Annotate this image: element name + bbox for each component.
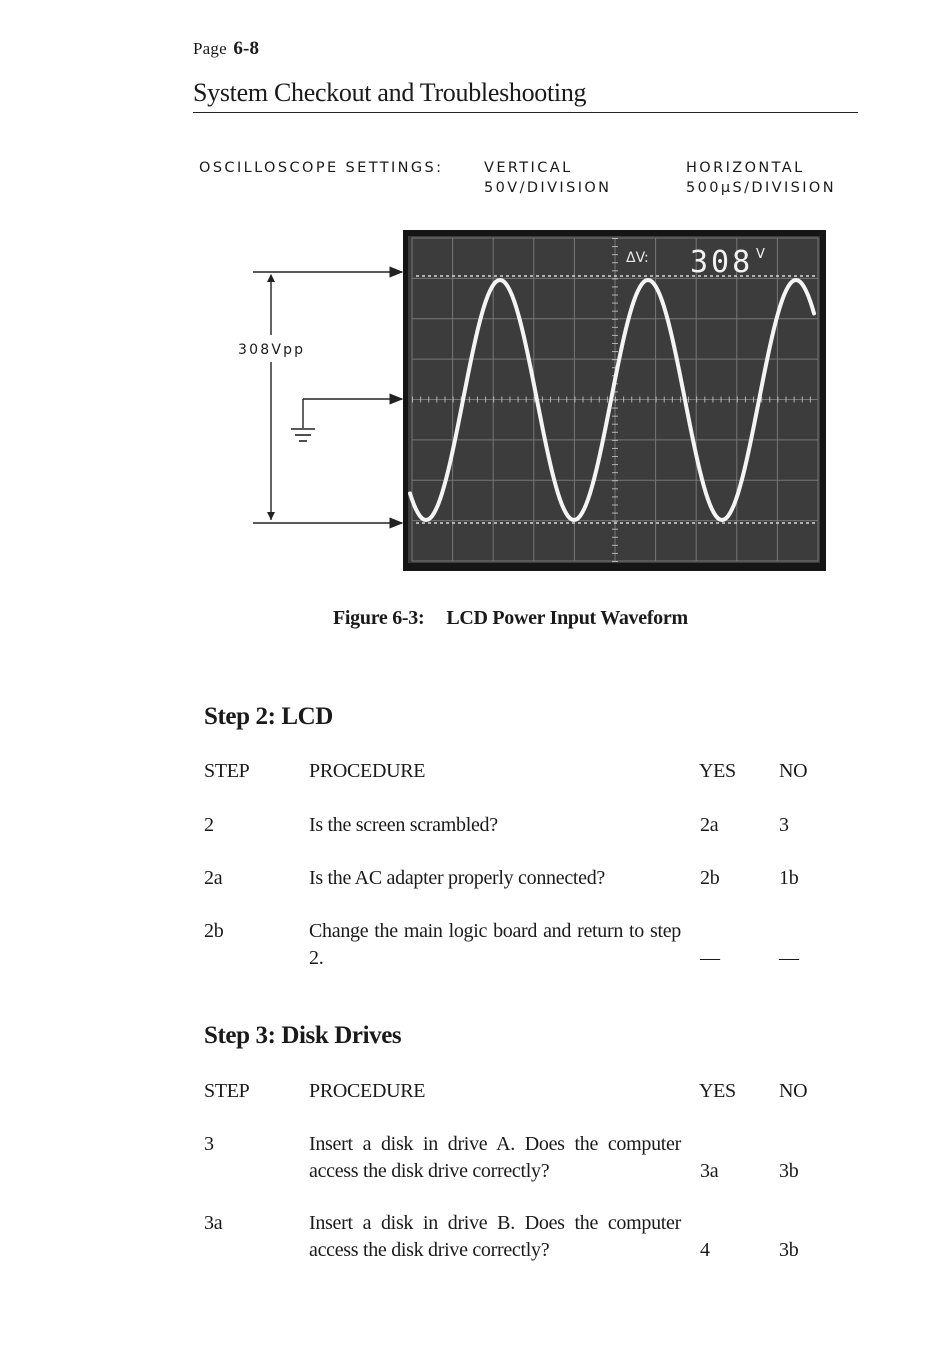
no-cell: 3b (779, 1239, 799, 1261)
column-header-procedure: PROCEDURE (309, 760, 426, 782)
yes-cell: 4 (700, 1239, 710, 1261)
column-header-yes: YES (699, 760, 736, 782)
oscilloscope-screen (403, 230, 826, 571)
figure-number: Figure 6-3: (333, 607, 425, 629)
step-cell: 2 (204, 814, 214, 836)
no-cell: — (779, 947, 799, 969)
column-header-step: STEP (204, 760, 250, 782)
vertical-label: VERTICAL (484, 160, 573, 176)
vertical-value: 50V/DIVISION (484, 180, 612, 196)
section-title: System Checkout and Troubleshooting (193, 78, 587, 107)
figure-caption (333, 607, 688, 630)
yes-cell: 3a (700, 1160, 719, 1182)
ground-icon (291, 399, 402, 441)
amplitude-annotation (238, 272, 402, 523)
procedure-cell: Change the main logic board and return to step 2. (309, 920, 681, 969)
page-label: Page (193, 39, 227, 58)
oscilloscope-settings-label: OSCILLOSCOPE SETTINGS: (199, 160, 444, 176)
procedure-cell: Insert a disk in drive A. Does the computer access the disk drive correctly? (309, 1133, 681, 1182)
page-number-value: 6-8 (233, 38, 260, 59)
procedure-cell: Is the screen scrambled? (309, 814, 498, 836)
step-cell: 3a (204, 1212, 223, 1234)
column-header-yes: YES (699, 1080, 736, 1102)
yes-cell: — (700, 947, 720, 969)
step-cell: 2b (204, 920, 224, 942)
column-header-no: NO (779, 1080, 808, 1102)
step2-heading: Step 2: LCD (204, 703, 333, 730)
voltage-unit: V (756, 247, 765, 262)
horizontal-label: HORIZONTAL (686, 160, 805, 176)
no-cell: 3 (779, 814, 789, 836)
voltage-reading: 308 (690, 245, 754, 280)
column-header-no: NO (779, 760, 808, 782)
column-header-step: STEP (204, 1080, 250, 1102)
procedure-cell: Insert a disk in drive B. Does the computer access the disk drive correctly? (309, 1212, 681, 1261)
column-header-procedure: PROCEDURE (309, 1080, 426, 1102)
yes-cell: 2a (700, 814, 719, 836)
step3-heading: Step 3: Disk Drives (204, 1022, 402, 1049)
step-cell: 3 (204, 1133, 214, 1155)
procedure-cell: Is the AC adapter properly connected? (309, 867, 606, 889)
delta-v-label: ΔV: (626, 250, 649, 266)
no-cell: 1b (779, 867, 799, 889)
step-cell: 2a (204, 867, 223, 889)
oscilloscope-figure (0, 0, 950, 600)
horizontal-value: 500µS/DIVISION (686, 180, 836, 196)
yes-cell: 2b (700, 867, 720, 889)
no-cell: 3b (779, 1160, 799, 1182)
amplitude-label: 308Vpp (238, 342, 306, 358)
figure-title: LCD Power Input Waveform (446, 607, 688, 629)
